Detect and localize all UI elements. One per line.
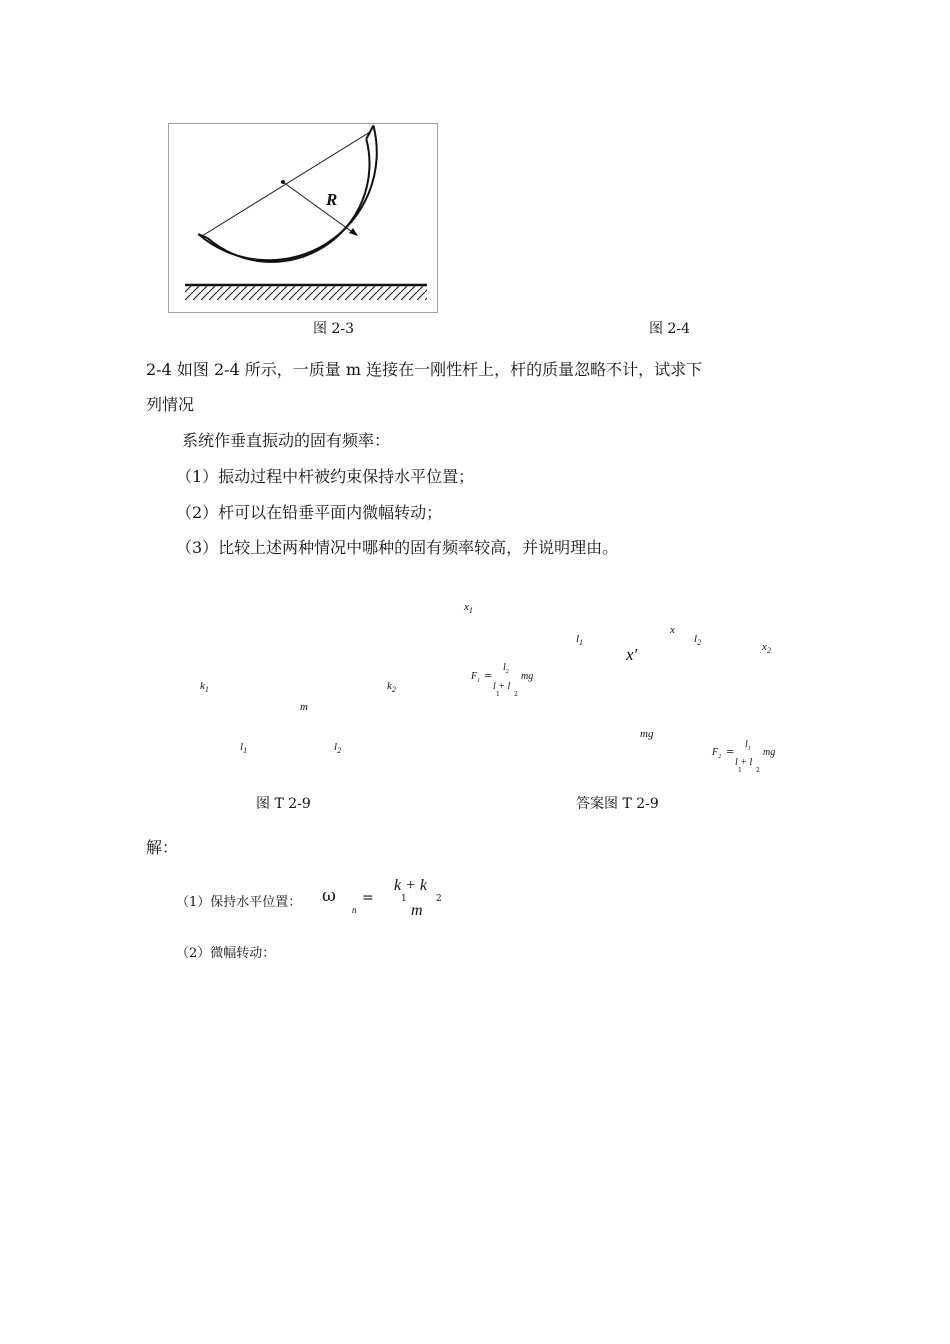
figure-t2-9-caption: 图 T 2-9 xyxy=(256,796,311,812)
inner-arc xyxy=(207,139,369,262)
label-x1: $x_1$ xyxy=(464,601,473,616)
solution-part-1-label: （1）保持水平位置： xyxy=(176,895,302,910)
solution-heading: 解： xyxy=(146,838,179,857)
label-l2: $l_2$ xyxy=(334,741,342,756)
f1-numerator: $l_2$ xyxy=(503,662,509,675)
label-k1: $k_1$ xyxy=(200,680,209,695)
formula-numerator: k + k xyxy=(394,877,427,894)
figure-2-4-caption: 图 2-4 xyxy=(649,321,690,337)
figure-2-3 xyxy=(168,123,438,313)
label-mg: mg xyxy=(640,728,654,740)
numerator-subscript-1: 1 xyxy=(401,894,407,904)
f1-denominator: l + l xyxy=(493,681,511,692)
problem-item-2: （2）杆可以在铅垂平面内微幅转动； xyxy=(176,503,443,522)
figure-2-3-caption: 图 2-3 xyxy=(313,321,354,337)
solution-part-2-label: （2）微幅转动： xyxy=(176,946,276,961)
problem-intro: 系统作垂直振动的固有频率： xyxy=(182,431,391,450)
ground-hatch xyxy=(185,286,427,300)
f1-symbol: $F_1$ xyxy=(471,671,481,684)
f1-equals: = xyxy=(484,671,493,682)
label-ans-l1: $l_1$ xyxy=(576,633,584,648)
answer-figure-t2-9-caption: 答案图 T 2-9 xyxy=(576,796,659,812)
f2-symbol: $F_2$ xyxy=(712,747,722,760)
f2-equals: = xyxy=(726,747,735,758)
label-x: x xyxy=(670,624,675,636)
problem-item-3: （3）比较上述两种情况中哪种的固有频率较高，并说明理由。 xyxy=(176,538,619,557)
label-ans-l2: $l_2$ xyxy=(694,633,702,648)
label-l1: $l_1$ xyxy=(240,741,248,756)
radius-arrowhead xyxy=(349,228,358,236)
numerator-subscript-2: 2 xyxy=(436,894,442,904)
problem-line-2: 列情况 xyxy=(146,395,195,414)
label-k2: $k_2$ xyxy=(387,680,396,695)
f1-den-sub-1: 1 xyxy=(496,691,500,698)
radius-label: R xyxy=(326,190,338,209)
label-x2: $x_2$ xyxy=(762,641,771,656)
hemisphere-diagram xyxy=(169,124,437,312)
f2-numerator: $l_1$ xyxy=(745,739,751,752)
problem-line-1: 2-4 如图 2-4 所示，一质量 m 连接在一刚性杆上，杆的质量忽略不计，试求下 xyxy=(146,360,703,379)
label-m: m xyxy=(300,701,308,713)
f2-den-sub-2: 2 xyxy=(756,767,760,774)
label-x-prime: x′ xyxy=(626,645,638,664)
f2-den-sub-1: 1 xyxy=(738,767,742,774)
formula-denominator: m xyxy=(411,902,423,919)
f1-mg: mg xyxy=(521,671,534,682)
f1-den-sub-2: 2 xyxy=(514,691,518,698)
omega-subscript: n xyxy=(352,905,357,915)
radius-line xyxy=(283,182,355,234)
formula-equals: = xyxy=(362,890,374,906)
omega-symbol: ω xyxy=(322,886,336,906)
f2-mg: mg xyxy=(763,747,776,758)
problem-item-1: （1）振动过程中杆被约束保持水平位置； xyxy=(176,467,475,486)
outer-arc xyxy=(198,126,377,261)
f2-denominator: l + l xyxy=(735,757,753,768)
